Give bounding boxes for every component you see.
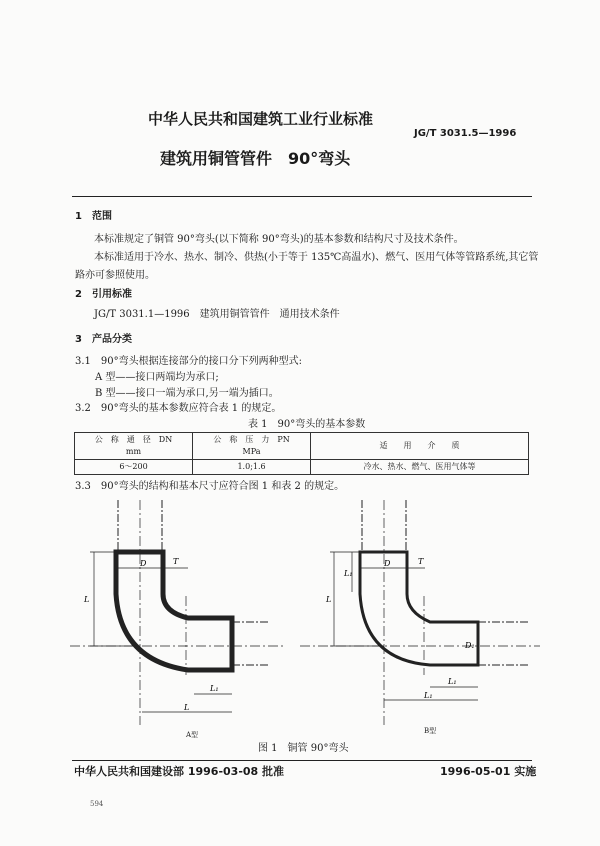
header-unit: mm [125,447,142,456]
label-l1: L₁ [424,691,433,700]
standard-code: JG/T 3031.5—1996 [414,128,517,139]
label-l: L [84,595,90,604]
label-d: D [384,559,391,568]
label-t: T [418,557,424,566]
cell: 1.0;1.6 [193,460,311,475]
type-b-label: B型 [424,727,437,735]
header-unit: MPa [242,447,261,456]
figure-type-b [300,500,540,730]
type-a: A 型——接口两端均为承口; [95,372,219,383]
cell: 6～200 [75,460,193,475]
label-l: L [326,595,332,604]
clause-3-2: 3.2 90°弯头的基本参数应符合表 1 的规定。 [75,403,282,414]
paragraph: 本标准适用于冷水、热水、制冷、供热(小于等于 135℃高温水)、燃气、医用气体等管路系统,其它管 [94,252,539,263]
parameter-table [74,432,529,475]
label-d: D [140,559,147,568]
paragraph: 路亦可参照使用。 [75,270,155,281]
type-b: B 型——接口一端为承口,另一端为插口。 [95,388,279,399]
issuer: 中华人民共和国建筑工业行业标准 [148,110,374,128]
clause-3-1: 3.1 90°弯头根据连接部分的接口分下列两种型式: [75,356,302,367]
header-rule [72,196,532,197]
figure-type-a [70,500,290,730]
label-t: T [173,557,179,566]
label-d1: D₁ [465,641,475,650]
footer-rule [72,760,532,761]
paragraph: 本标准规定了铜管 90°弯头(以下简称 90°弯头)的基本参数和结构尺寸及技术条件。 [94,234,464,245]
header-cell: 适 用 介 质 [311,433,529,460]
reference: JG/T 3031.1—1996 建筑用铜管管件 通用技术条件 [94,309,340,320]
header-cell: 公 称 压 力 PN [213,435,290,444]
section-2-heading: 2 引用标准 [75,289,132,300]
label-l1: L₁ [210,684,219,693]
effective-date: 1996-05-01 实施 [440,765,537,778]
cell: 冷水、热水、燃气、医用气体等 [311,460,529,475]
figure-caption: 图 1 铜管 90°弯头 [258,743,349,754]
header-cell: 公 称 通 径 DN [94,435,173,444]
table-caption: 表 1 90°弯头的基本参数 [248,419,366,430]
section-1-heading: 1 范围 [75,211,112,222]
clause-3-3: 3.3 90°弯头的结构和基本尺寸应符合图 1 和表 2 的规定。 [75,481,345,492]
table-row [75,460,529,475]
type-a-label: A型 [186,731,199,739]
label-l1: L₁ [448,677,457,686]
approval-date: 中华人民共和国建设部 1996-03-08 批准 [74,765,285,778]
label-l: L [184,703,190,712]
page-number: 594 [90,800,104,808]
section-3-heading: 3 产品分类 [75,334,132,345]
page-title: 建筑用铜管管件 90°弯头 [160,149,351,168]
label-l1: L₁ [344,569,353,578]
